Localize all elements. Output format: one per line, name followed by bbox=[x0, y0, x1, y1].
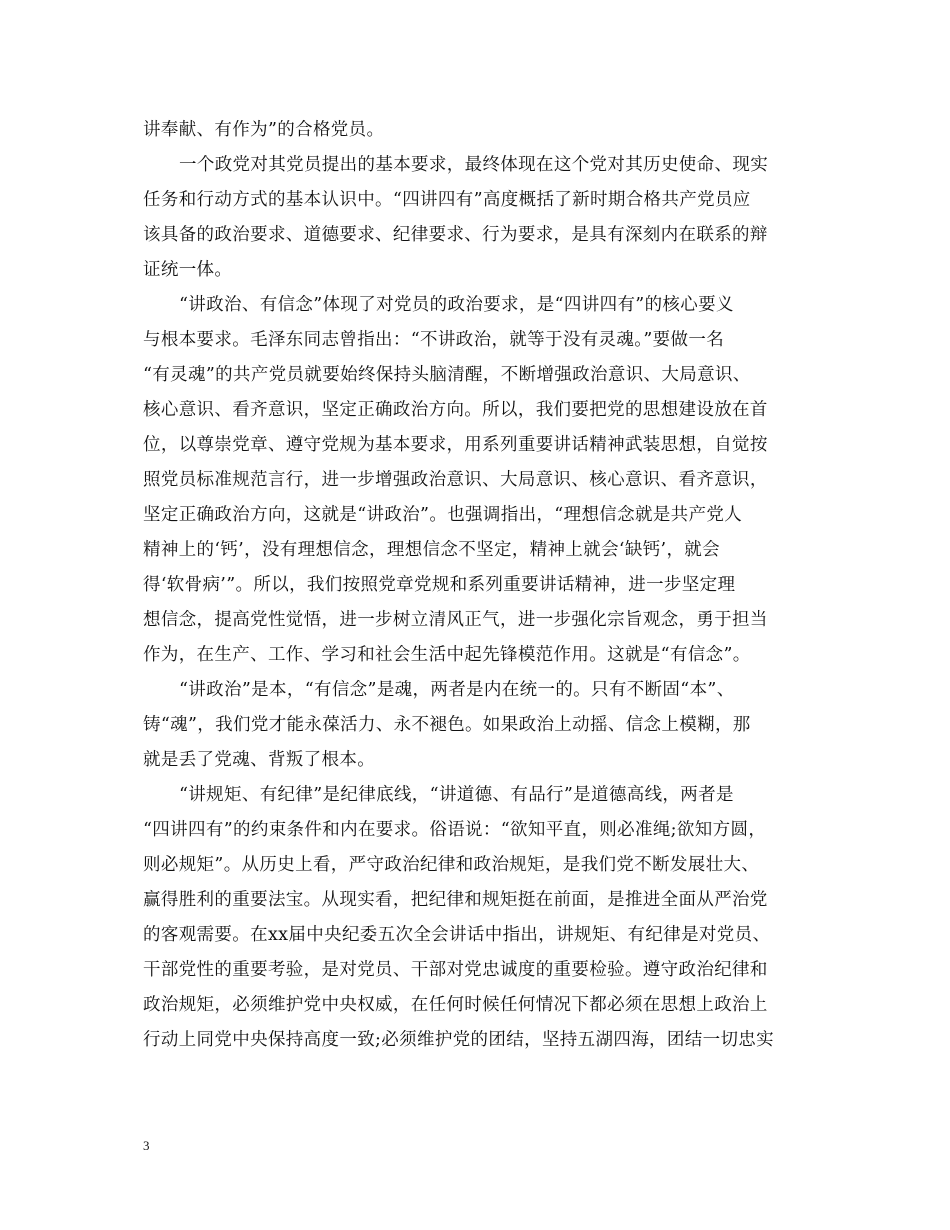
text-line: 的客观需要。在xx届中央纪委五次全会讲话中指出，讲规矩、有纪律是对党员、 bbox=[143, 925, 771, 945]
text-line: 任务和行动方式的基本认识中。“四讲四有”高度概括了新时期合格共产党员应 bbox=[143, 190, 751, 210]
text-line: 想信念，提高党性觉悟，进一步树立清风正气，进一步强化宗旨观念，勇于担当 bbox=[143, 610, 768, 630]
text-line: 该具备的政治要求、道德要求、纪律要求、行为要求，是具有深刻内在联系的辩 bbox=[143, 225, 768, 245]
paragraph-first-line: “讲政治、有信念”体现了对党员的政治要求，是“四讲四有”的核心要义 bbox=[179, 295, 734, 315]
text-line: 得‘软骨病’”。所以，我们按照党章党规和系列重要讲话精神，进一步坚定理 bbox=[143, 575, 736, 595]
text-line: 核心意识、看齐意识，坚定正确政治方向。所以，我们要把党的思想建设放在首 bbox=[143, 400, 768, 420]
text-line: “四讲四有”的约束条件和内在要求。俗语说：“欲知平直，则必准绳;欲知方圆， bbox=[143, 820, 767, 840]
text-line: 铸“魂”，我们党才能永葆活力、永不褪色。如果政治上动摇、信念上模糊，那 bbox=[143, 715, 751, 735]
paragraph-first-line: “讲政治”是本，“有信念”是魂，两者是内在统一的。只有不断固“本”、 bbox=[179, 680, 735, 700]
paragraph-first-line: “讲规矩、有纪律”是纪律底线，“讲道德、有品行”是道德高线，两者是 bbox=[179, 785, 734, 805]
text-line: 坚定正确政治方向，这就是“讲政治”。也强调指出，“理想信念就是共产党人 bbox=[143, 505, 743, 525]
text-line: 行动上同党中央保持高度一致;必须维护党的团结，坚持五湖四海，团结一切忠实 bbox=[143, 1030, 774, 1050]
text-line: 政治规矩，必须维护党中央权威，在任何时候任何情况下都必须在思想上政治上 bbox=[143, 995, 768, 1015]
text-line: 作为，在生产、工作、学习和社会生活中起先锋模范作用。这就是“有信念”。 bbox=[143, 645, 751, 665]
body-text bbox=[143, 113, 823, 1058]
text-line: 证统一体。 bbox=[143, 260, 233, 280]
text-line: 位，以尊崇党章、遵守党规为基本要求，用系列重要讲话精神武装思想，自觉按 bbox=[143, 435, 768, 455]
text-line: 就是丢了党魂、背叛了根本。 bbox=[143, 750, 376, 770]
text-line: 照党员标准规范言行，进一步增强政治意识、大局意识、核心意识、看齐意识， bbox=[143, 470, 768, 490]
text-line: “有灵魂”的共产党员就要始终保持头脑清醒，不断增强政治意识、大局意识、 bbox=[143, 365, 751, 385]
page-number: 3 bbox=[143, 1138, 150, 1153]
text-line: 讲奉献、有作为”的合格党员。 bbox=[143, 120, 385, 140]
text-line: 精神上的‘钙’，没有理想信念，理想信念不坚定，精神上就会‘缺钙’，就会 bbox=[143, 540, 720, 560]
text-line: 则必规矩”。从历史上看，严守政治纪律和政治规矩，是我们党不断发展壮大、 bbox=[143, 855, 760, 875]
text-line: 赢得胜利的重要法宝。从现实看，把纪律和规矩挺在前面，是推进全面从严治党 bbox=[143, 890, 768, 910]
text-line: 干部党性的重要考验，是对党员、干部对党忠诚度的重要检验。遵守政治纪律和 bbox=[143, 960, 768, 980]
paragraph-first-line: 一个政党对其党员提出的基本要求，最终体现在这个党对其历史使命、现实 bbox=[179, 155, 769, 175]
text-line: 与根本要求。毛泽东同志曾指出：“不讲政治，就等于没有灵魂。”要做一名 bbox=[143, 330, 725, 350]
